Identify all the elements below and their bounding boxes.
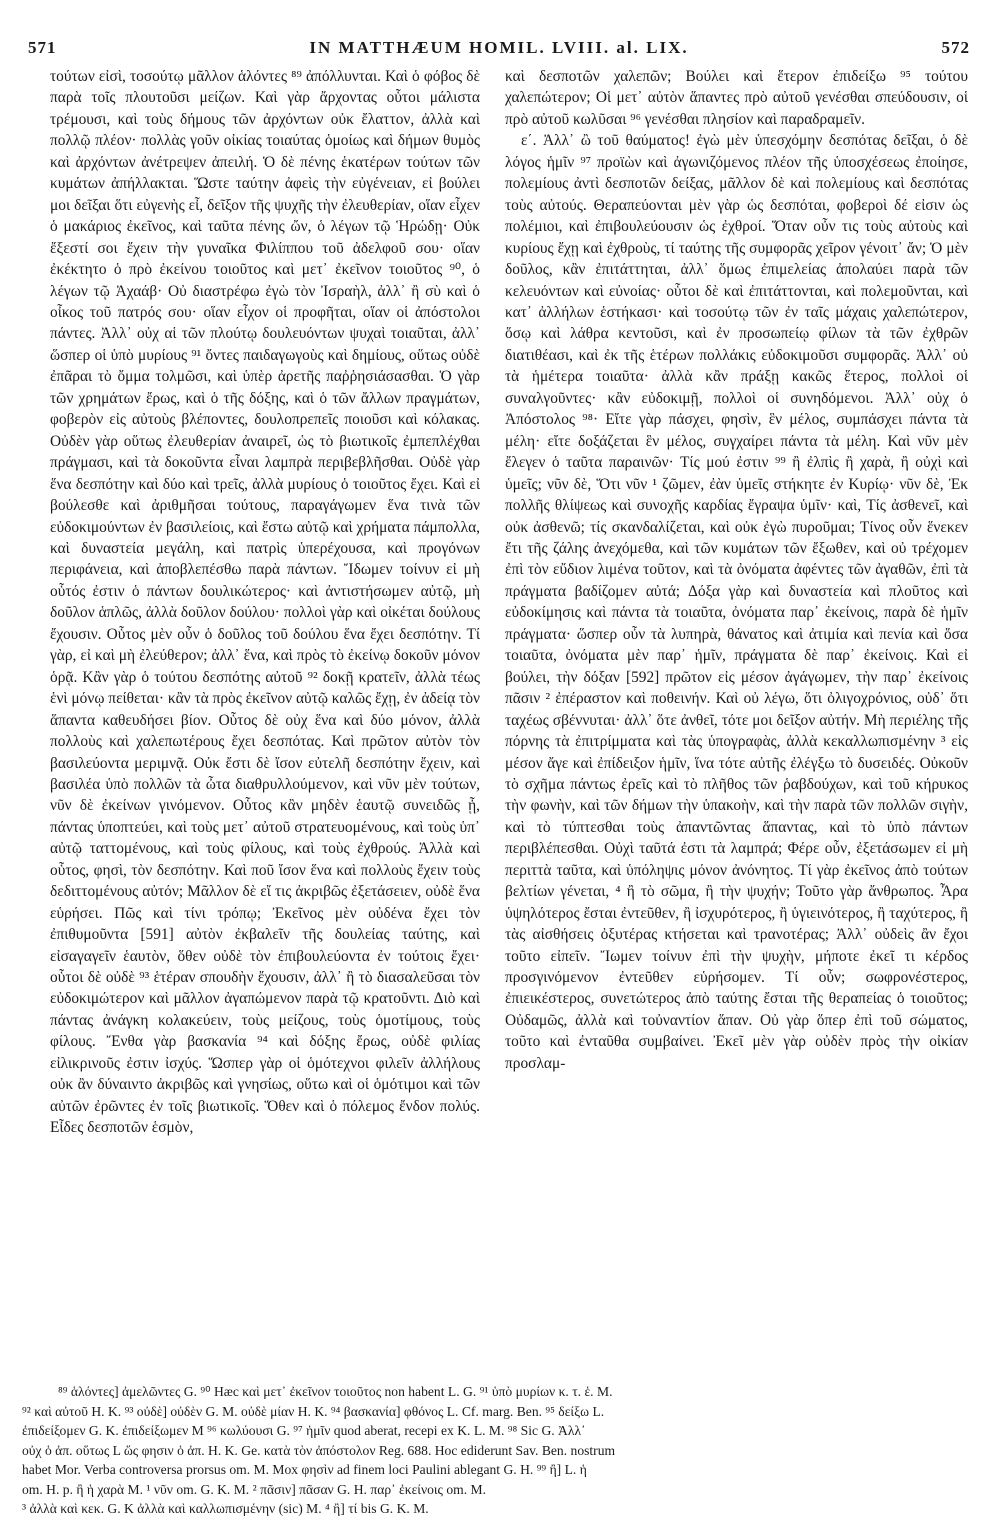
footnotes [22, 1382, 972, 1519]
right-page-number: 572 [941, 38, 970, 57]
footnote-line: habet Mor. Verba controversa prorsus om. M. Mox φησὶν ad finem loci Paulini ablegant G. H. ⁹⁹ ἢ] L. ἡ [22, 1462, 587, 1477]
right-column [505, 66, 968, 1074]
left-page-number: 571 [28, 38, 57, 57]
left-column [50, 66, 480, 1139]
footnote-line: οὐχ ὁ ἀπ. οὕτως L ὥς φησιν ὁ ἀπ. H. K. Ge. κατὰ τὸν ἀπόστολον Reg. 688. Hoc ediderunt Sav. Ben. nostrum [22, 1442, 616, 1458]
running-title: IN MATTHÆUM HOMIL. LVIII. al. LIX. [309, 38, 689, 57]
running-header [28, 36, 970, 60]
footnote-line: ⁸⁹ ἁλόντες] ἀμελῶντες G. ⁹⁰ Hæc καὶ μετ᾽ ἐκεῖνον τοιοῦτος non habent L. G. ⁹¹ ὑπὸ μυρίων κ. τ. ἑ. M. [58, 1384, 613, 1399]
left-column-text: τούτων εἰσὶ, τοσούτῳ μᾶλλον ἁλόντες ⁸⁹ ἀπόλλυνται. Καὶ ὁ φόβος δὲ παρὰ τοῖς πλουτοῦσι μείζων. Καὶ γὰρ ἄρχοντας οὗτοι μάλιστα τρέμουσι, καὶ τοὺς δήμους τῶν ἀρχόντων οὐκ ἔλαττον, ἀλλὰ καὶ πολλῷ πλέον· πολλὰς γοῦν οἰκίας τοιαύτας ὁμοίως καὶ δήμων θυμὸς καὶ ἀρχόντων ἀνέτρεψεν ἀπειλή. Ὁ δὲ πένης ἑκατέρων τούτων τῶν κυμάτων ἀπήλλακται. Ὥστε ταύτην ἀφεὶς τὴν εὐγένειαν, εἰ βούλει μοι δεῖξαι ὅτι εὐγενὴς εἶ, δεῖξον τῆς ψυχῆς τὴν ἐλευθερίαν, οἵαν εἶχεν ὁ μακάριος ἐκεῖνος, καὶ ταῦτα πένης ὤν, ὁ λέγων τῷ Ἡρώδῃ· Οὐκ ἔξεστί σοι ἔχειν τὴν γυναῖκα Φιλίππου τοῦ ἀδελφοῦ σου· οἵαν ἐκέκτητο ὁ πρὸ ἐκείνου τοιοῦτος καὶ μετ᾽ ἐκεῖνον τοιοῦτος ⁹⁰, ὁ λέγων τῷ Ἀχαάβ· Οὐ διαστρέφω ἐγὼ τὸν Ἰσραὴλ, ἀλλ᾽ ἢ σὺ καὶ ὁ οἶκος τοῦ πατρός σου· οἵαν εἶχον οἱ προφῆται, οἵαν οἱ ἀπόστολοι πάντες. Ἀλλ᾽ οὐχ αἱ τῶν πλούτῳ δουλευόντων ψυχαὶ τοιαῦται, ἀλλ᾽ ὥσπερ οἱ ὑπὸ μυρίους ⁹¹ ὄντες παιδαγωγοὺς καὶ δημίους, οὕτως οὐδὲ ἐπᾶραι τὸ ὄμμα τολμῶσι, καὶ ὑπὲρ ἀρετῆς παῤῥησιάσασθαι. Ὁ γὰρ τῶν χρημάτων ἔρως, καὶ ὁ τῆς δόξης, καὶ ὁ τῶν ἄλλων πραγμάτων, φοβερὸν εἰς αὐτοὺς βλέποντες, δουλοπρεπεῖς ποιοῦσι καὶ κόλακας. Οὐδὲν γὰρ οὕτως ἐλευθερίαν ἀναιρεῖ, ὡς τὸ βιωτικοῖς ἐμπεπλέχθαι πράγμασι, καὶ τὰ δοκοῦντα εἶναι λαμπρὰ περιβεβλῆσθαι. Οὐδὲ γὰρ ἕνα δεσπότην καὶ δύο καὶ τρεῖς, ἀλλὰ μυρίους ὁ τοιοῦτος ἔχει. Καὶ εἰ βούλεσθε καὶ ἀριθμῆσαι τούτους, παραγάγωμεν ἕνα τινὰ τῶν εὐδοκιμούντων ἐν βασιλείοις, καὶ ἔστω αὐτῷ καὶ χρήματα πάμπολλα, καὶ δυναστεία μεγάλη, καὶ πατρὶς ὑπερέχουσα, καὶ προγόνων περιφάνεια, καὶ ἀποβλεπέσθω παρὰ πάντων. Ἴδωμεν τοίνυν εἰ μὴ οὗτός ἐστιν ὁ πάντων δουλικώτερος· καὶ ἀντιστήσωμεν αὐτῷ, μὴ δοῦλον ἁπλῶς, ἀλλὰ δοῦλον δούλου· πολλοὶ γὰρ καὶ οἰκέται δούλους ἔχουσιν. Οὗτος μὲν οὖν ὁ δοῦλος τοῦ δούλου ἕνα ἔχει δεσπότην. Τί γὰρ, εἰ καὶ μὴ ἐλεύθερον; ἀλλ᾽ ἕνα, καὶ πρὸς τὸ ἐκείνῳ δοκοῦν μόνον ὁρᾷ. Κἂν γὰρ ὁ τούτου δεσπότης αὐτοῦ ⁹² δοκῇ κρατεῖν, ἀλλὰ τέως ἑνὶ μόνῳ πείθεται· κἂν τὰ πρὸς ἐκεῖνον αὐτῷ καλῶς ἔχῃ, ἐν ἀδείᾳ τὸν ἅπαντα καθευδήσει βίον. Οὗτος δὲ οὐχ ἕνα καὶ δύο μόνον, ἀλλὰ πολλοὺς καὶ χαλεπωτέρους ἔχει δεσπότας. Καὶ πρῶτον αὐτὸν τὸν βασιλεύοντα μεριμνᾷ. Οὐκ ἔστι δὲ ἴσον εὐτελῆ δεσπότην ἔχειν, καὶ βασιλέα ὑπὸ πολλῶν τὰ ὦτα διαθρυλλούμενον, καὶ νῦν μὲν τούτων, νῦν δὲ ἐκείνων γινόμενον. Οὗτος κἂν μηδὲν ἑαυτῷ συνειδῶς ᾖ, πάντας ὑποπτεύει, καὶ τοὺς μετ᾽ αὐτοῦ στρατευομένους, καὶ τοὺς ὑπ᾽ αὐτῷ ταττομένους, καὶ τοὺς φίλους, καὶ τοὺς ἐχθρούς. Ἀλλὰ καὶ οὗτος, φησὶ, τὸν δεσπότην. Καὶ ποῦ ἴσον ἕνα καὶ πολλοὺς ἔχειν τοὺς δεδιττομένους αὐτόν; Μᾶλλον δὲ εἴ τις ἀκριβῶς ἐξετάσειεν, οὐδὲ ἕνα εὑρήσει. Πῶς καὶ τίνι τρόπῳ; Ἐκεῖνος μὲν οὐδένα ἔχει τὸν ἐπιθυμοῦντα [591] αὐτὸν ἐκβαλεῖν τῆς δουλείας ταύτης, καὶ εἰσαγαγεῖν ἑαυτὸν, ὅθεν οὐδὲ τὸν ἐπιβουλεύοντα ἐν τούτοις ἔχει· οὗτοι δὲ οὐδὲ ⁹³ ἑτέραν σπουδὴν ἔχουσιν, ἀλλ᾽ ἢ τὸ διασαλεῦσαι τὸν εὐδοκιμώτερον καὶ μᾶλλον ἀγαπώμενον παρὰ τῷ κρατοῦντι. Διὸ καὶ πάντας ἀνάγκη κολακεύειν, τοὺς μείζους, τοὺς ὁμοτίμους, τοὺς φίλους. Ἔνθα γὰρ βασκανία ⁹⁴ καὶ δόξης ἔρως, οὐδὲ φιλίας εἰλικρινοῦς ἐστιν ἰσχύς. Ὥσπερ γὰρ οἱ ὁμότεχνοι φιλεῖν ἀλλήλους οὐκ ἂν δύναιντο ἀκριβῶς καὶ γνησίως, οὕτω καὶ οἱ ὁμότιμοι καὶ τῶν αὐτῶν ἐρῶντες ἐν τοῖς βιωτικοῖς. Ὅθεν καὶ ὁ πόλεμος ἔνδον πολύς. Εἶδες δεσποτῶν ἑσμὸν, [50, 68, 480, 1137]
footnote-line: ³ ἀλλὰ καὶ κεκ. G. K ἀλλὰ καὶ καλλωπισμένην (sic) M. ⁴ ἢ] τί bis G. K. M. [22, 1501, 429, 1516]
footnote-line: ἐπιδείξομεν G. K. ἐπιδείξωμεν M ⁹⁶ κωλύουσι G. ⁹⁷ ἡμῖν quod aberat, recepi ex K. L. M. ⁹⁸ Sic G. Ἀλλ᾽ [22, 1423, 586, 1438]
right-column-paragraph: καὶ δεσποτῶν χαλεπῶν; Βούλει καὶ ἕτερον ἐπιδείξω ⁹⁵ τούτου χαλεπώτερον; Οἱ μετ᾽ αὐτὸν ἅπαντες πρὸ αὐτοῦ γενέσθαι σπεύδουσιν, οἱ πρὸ αὐτοῦ κωλῦσαι ⁹⁶ γενέσθαι πλησίον καὶ παραδραμεῖν. [505, 68, 968, 128]
footnote-line: om. H. p. ἢ ἡ χαρὰ M. ¹ νῦν om. G. K. M. ² πᾶσιν] πᾶσαν G. H. παρ᾽ ἐκείνοις om. M. [22, 1481, 486, 1497]
right-column-paragraph: ε΄. Ἀλλ᾽ ὢ τοῦ θαύματος! ἐγὼ μὲν ὑπεσχόμην δεσπότας δεῖξαι, ὁ δὲ λόγος ἡμῖν ⁹⁷ προϊὼν καὶ ἀγωνιζόμενος πλέον τῆς ὑποσχέσεως ἐποίησε, πολεμίους ἀντὶ δεσποτῶν δείξας, μᾶλλον δὲ καὶ πολεμίους καὶ δεσπότας τοὺς αὐτούς. Θεραπεύονται μὲν γὰρ ὡς δεσπόται, φοβεροὶ δέ εἰσιν ὡς πολέμιοι, καὶ ἐπιβουλεύουσιν ὡς ἐχθροί. Ὅταν οὖν τις τοὺς αὐτοὺς καὶ κυρίους ἔχῃ καὶ ἐχθροὺς, τί ταύτης τῆς συμφορᾶς χεῖρον γένοιτ᾽ ἄν; Ὁ μὲν δοῦλος, κἂν ἐπιτάττηται, ἀλλ᾽ ὅμως ἐπιμελείας ἀπολαύει παρὰ τῶν κελευόντων καὶ εὐνοίας· οὗτοι δὲ καὶ ἐπιτάττονται, καὶ πολεμοῦνται, καὶ κατ᾽ ἀλλήλων ἑστήκασι· καὶ τοσούτῳ τῶν ἐν ταῖς μάχαις χαλεπώτερον, ὅσῳ καὶ λάθρα κεντοῦσι, καὶ ἐν προσωπείῳ φίλων τὰ τῶν ἐχθρῶν διατιθέασι, καὶ ἐκ τῆς ἑτέρων πολλάκις εὐδοκιμοῦσι συμφορᾶς. Ἀλλ᾽ οὐ τὰ ἡμέτερα τοιαῦτα· ἀλλὰ κἂν πράξῃ κακῶς ἕτερος, πολλοὶ οἱ συναλγοῦντες· κἂν εὐδοκιμῇ, πολλοὶ οἱ συνηδόμενοι. Ἀλλ᾽ οὐχ ὁ Ἀπόστολος ⁹⁸· Εἴτε γὰρ πάσχει, φησὶν, ἓν μέλος, συμπάσχει πάντα τὰ μέλη· εἴτε δοξάζεται ἓν μέλος, συγχαίρει πάντα τὰ μέλη. Καὶ νῦν μὲν ἔλεγεν ὁ ταῦτα παραινῶν· Τίς μού ἐστιν ⁹⁹ ἢ ἐλπὶς ἢ χαρὰ, ἢ οὐχὶ καὶ ὑμεῖς; νῦν δὲ, Ὅτι νῦν ¹ ζῶμεν, ἐὰν ὑμεῖς στήκητε ἐν Κυρίῳ· νῦν δὲ, Ἐκ πολλῆς θλίψεως καὶ συνοχῆς καρδίας ἔγραψα ὑμῖν· καὶ, Τίς ἀσθενεῖ, καὶ οὐκ ἀσθενῶ; τίς σκανδαλίζεται, καὶ οὐκ ἐγὼ πυροῦμαι; Τίνος οὖν ἕνεκεν ἔτι τῆς ζάλης ἀνεχόμεθα, καὶ τῶν κυμάτων τῶν ἔξωθεν, καὶ οὐ τρέχομεν ἐπὶ τὸν εὔδιον λιμένα τοῦτον, καὶ τὰ ὀνόματα ἀφέντες τῶν ἀγαθῶν, ἐπὶ τὰ πράγματα βαδίζομεν αὐτά; Δόξα γὰρ καὶ δυναστεία καὶ πλοῦτος καὶ εὐδοκίμησις καὶ πάντα τὰ τοιαῦτα, ὀνόματα παρ᾽ ἐκείνοις, παρὰ δὲ ἡμῖν πράγματα· ὥσπερ οὖν τὰ λυπηρὰ, θάνατος καὶ ἀτιμία καὶ πενία καὶ ὅσα τοιαῦτα, ὀνόματα μὲν παρ᾽ ἡμῖν, πράγματα δὲ παρ᾽ ἐκείνοις. Καὶ εἰ βούλει, τὴν δόξαν [592] πρῶτον εἰς μέσον ἀγάγωμεν, τὴν παρ᾽ ἐκείνοις πᾶσιν ² ἐπέραστον καὶ ποθεινήν. Καὶ οὐ λέγω, ὅτι ὀλιγοχρόνιος, οὐδ᾽ ὅτι ταχέως σβέννυται· ἀλλ᾽ ὅτε ἀνθεῖ, τότε μοι δεῖξον αὐτήν. Μὴ περιέλης τῆς πόρνης τὰ ἐπιτρίμματα καὶ τὰς ὑπογραφὰς, ἀλλὰ κεκαλλωπισμένην ³ εἰς μέσον ἄγε καὶ ἐπίδειξον ἡμῖν, ἵνα τότε αὐτῆς ἐλέγξω τὸ δυσειδές. Οὐκοῦν τὸ σχῆμα πάντως ἐρεῖς καὶ τὸ πλῆθος τῶν ῥαβδούχων, καὶ τοῦ κήρυκος τὴν φωνὴν, καὶ τῶν δήμων τὴν ὑπακοὴν, καὶ τὴν παρὰ τῶν πολλῶν σιγὴν, καὶ τὸ τύπτεσθαι τοὺς ἀπαντῶντας ἅπαντας, καὶ τὸ ὑπὸ πάντων περιβλέπεσθαι. Οὐχὶ ταῦτά ἐστι τὰ λαμπρά; Φέρε οὖν, ἐξετάσωμεν εἰ μὴ περιττὰ ταῦτα, καὶ ὑπόληψις μόνον ἀνόνητος. Τί γὰρ ἐκεῖνος ἀπὸ τούτων βελτίων γένεται, ⁴ ἢ τὸ σῶμα, ἢ τὴν ψυχήν; Τοῦτο γὰρ ἄνθρωπος. Ἆρα ὑψηλότερος ἔσται ἐντεῦθεν, ἢ ἰσχυρότερος, ἢ ὑγιεινότερος, ἢ ταχύτερος, ἢ τὰς αἰσθήσεις ὀξυτέρας κτήσεται καὶ τρανοτέρας; Ἀλλ᾽ οὐδεὶς ἂν ἔχοι τοῦτο εἰπεῖν. Ἴωμεν τοίνυν ἐπὶ τὴν ψυχὴν, μήποτε ἐκεῖ τι κέρδος προσγινόμενον ἐντεῦθεν εὑρήσομεν. Τί οὖν; σωφρονέστερος, ἐπιεικέστερος, συνετώτερος ἀπὸ ταύτης ἔσται τῆς θεραπείας ὁ τοιοῦτος; Οὐδαμῶς, ἀλλὰ καὶ τοὐναντίον ἅπαν. Οὐ γὰρ ὅπερ ἐπὶ τοῦ σώματος, τοῦτο καὶ ἐνταῦθα συμβαίνει. Ἐκεῖ μὲν γὰρ οὐδὲν πρὸς τὴν οἰκίαν προσλαμ- [505, 132, 968, 1072]
footnote-line: ⁹² καὶ αὐτοῦ H. K. ⁹³ οὐδὲ] οὐδὲν G. M. οὐδὲ μίαν H. K. ⁹⁴ βασκανία] φθόνος L. Cf. marg. Ben. ⁹⁵ δείξω L. [22, 1403, 605, 1419]
